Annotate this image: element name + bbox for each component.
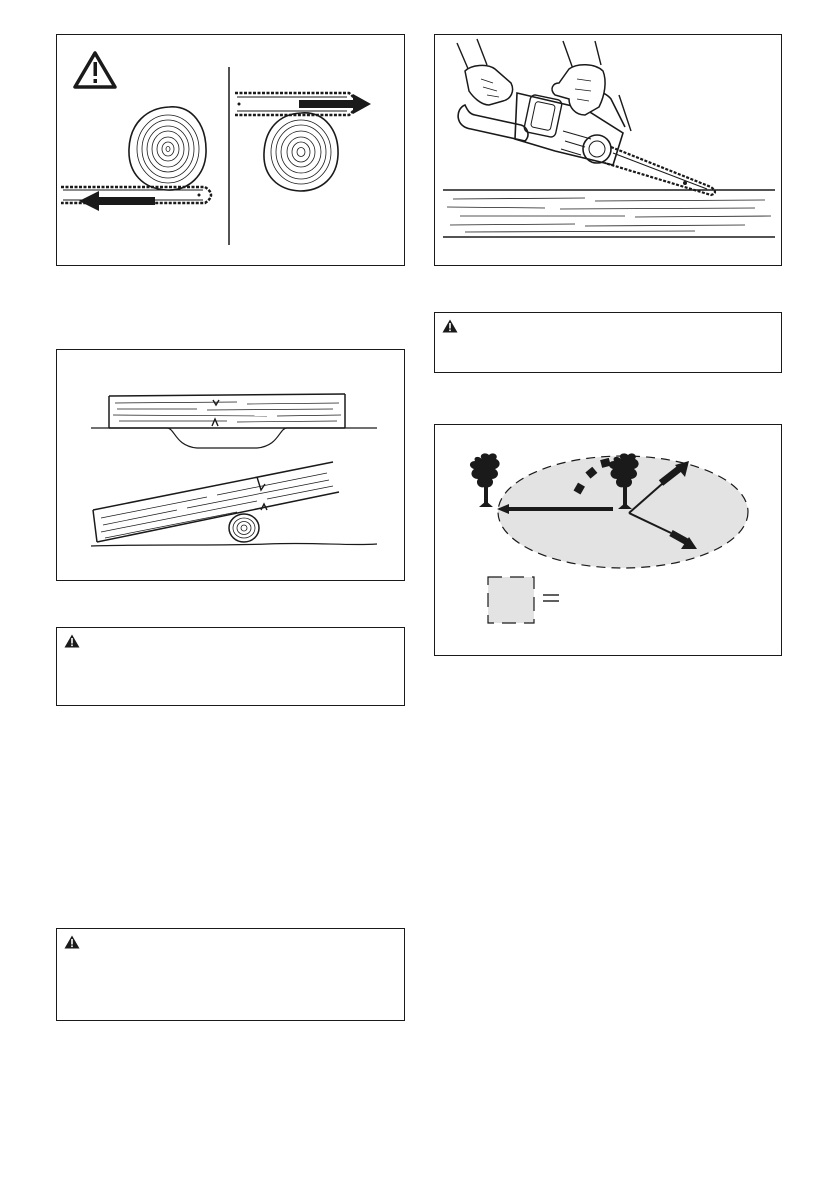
log-end-icon bbox=[129, 107, 206, 190]
log-icon bbox=[443, 190, 775, 237]
fig-supported-log-cut-points bbox=[56, 349, 405, 581]
ground-depression-icon bbox=[91, 428, 377, 448]
fig-kickback-bar-direction bbox=[56, 34, 405, 266]
log-end-icon bbox=[264, 113, 338, 191]
tree-icon bbox=[470, 453, 500, 507]
warning-triangle-icon bbox=[75, 53, 115, 87]
gloved-hands-icon bbox=[457, 39, 605, 115]
log-icon bbox=[109, 394, 345, 428]
danger-zone-legend-icon bbox=[488, 577, 559, 623]
fig-chainsaw-felling-position bbox=[434, 34, 782, 266]
support-log-icon bbox=[229, 514, 259, 542]
fig-felling-danger-zone bbox=[434, 424, 782, 656]
arrow-left-icon bbox=[79, 191, 155, 211]
warning-box-left-middle bbox=[56, 627, 405, 706]
warning-box-top-right bbox=[434, 312, 782, 373]
warning-triangle-icon bbox=[64, 935, 80, 949]
warning-triangle-icon bbox=[64, 634, 80, 648]
cut-mark-icon bbox=[212, 400, 219, 426]
warning-triangle-icon bbox=[442, 319, 458, 333]
warning-box-left-bottom bbox=[56, 928, 405, 1021]
log-icon bbox=[93, 462, 339, 542]
ground-line bbox=[91, 543, 377, 546]
